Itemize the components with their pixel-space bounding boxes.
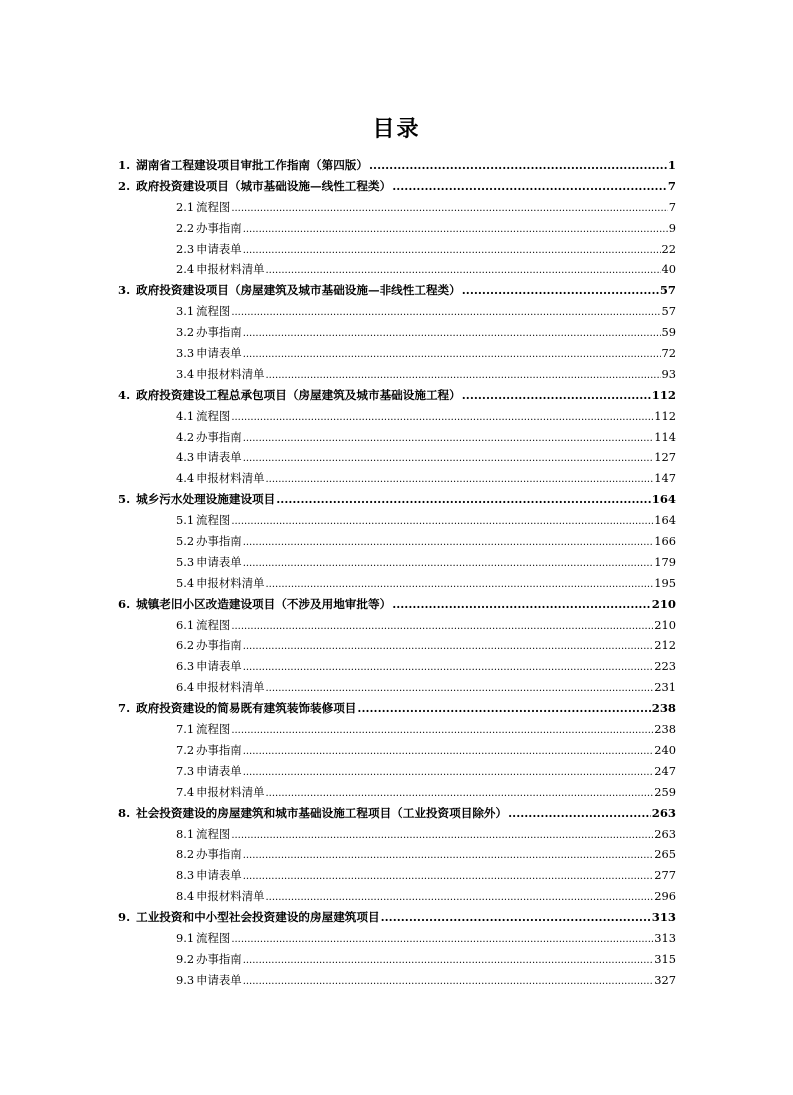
toc-entry-page-number: 57 <box>659 283 676 298</box>
toc-entry-page-number: 259 <box>654 784 676 799</box>
toc-entry-label: 政府投资建设的简易既有建筑装饰装修项目 <box>136 701 357 716</box>
toc-entry-number: 6.2 <box>176 638 195 653</box>
toc-subsection-entry[interactable] <box>118 364 676 385</box>
toc-subsection-entry[interactable] <box>118 510 676 531</box>
toc-entry-number: 3.1 <box>176 304 195 319</box>
toc-entry-label: 办事指南 <box>196 638 242 653</box>
toc-entry-page-number: 327 <box>654 972 676 987</box>
toc-entry-page-number: 313 <box>651 910 676 925</box>
toc-entry-number: 2.1 <box>176 199 195 214</box>
toc-subsection-entry[interactable] <box>118 677 676 698</box>
toc-dot-leader <box>243 844 654 867</box>
toc-entry-label: 申请表单 <box>196 241 242 256</box>
toc-entry-label: 申报材料清单 <box>196 784 265 799</box>
toc-entry-label: 申请表单 <box>196 659 242 674</box>
table-of-contents <box>118 155 676 991</box>
toc-entry-number: 4.1 <box>176 408 195 423</box>
toc-entry-page-number: 231 <box>654 680 676 695</box>
toc-entry-number: 5.3 <box>176 554 195 569</box>
toc-entry-number: 7.2 <box>176 742 195 757</box>
toc-entry-label: 办事指南 <box>196 951 242 966</box>
toc-entry-page-number: 9 <box>668 220 676 235</box>
toc-entry-number: 3.2 <box>176 325 195 340</box>
toc-entry-number: 7.1 <box>176 722 195 737</box>
toc-entry-label: 申报材料清单 <box>196 889 265 904</box>
toc-entry-page-number: 313 <box>654 930 676 945</box>
toc-section-entry[interactable] <box>118 280 676 301</box>
toc-entry-number: 6.4 <box>176 680 195 695</box>
toc-entry-page-number: 112 <box>654 408 676 423</box>
toc-dot-leader <box>369 155 667 176</box>
toc-entry-number: 5. <box>118 492 131 507</box>
toc-entry-label: 申报材料清单 <box>196 471 265 486</box>
toc-entry-number: 6.3 <box>176 659 195 674</box>
toc-dot-leader <box>243 322 661 345</box>
toc-dot-leader <box>243 740 654 763</box>
toc-entry-page-number: 114 <box>654 429 676 444</box>
toc-dot-leader <box>243 427 654 450</box>
toc-entry-page-number: 238 <box>654 722 676 737</box>
toc-entry-page-number: 265 <box>654 847 676 862</box>
toc-dot-leader <box>231 824 653 847</box>
toc-entry-label: 政府投资建设项目（城市基础设施—线性工程类） <box>136 178 392 193</box>
toc-entry-label: 办事指南 <box>196 742 242 757</box>
toc-dot-leader <box>243 865 654 888</box>
toc-entry-number: 6.1 <box>176 617 195 632</box>
toc-subsection-entry[interactable] <box>118 761 676 782</box>
toc-entry-label: 申请表单 <box>196 763 242 778</box>
toc-entry-page-number: 195 <box>654 575 676 590</box>
toc-entry-label: 流程图 <box>196 199 231 214</box>
toc-subsection-entry[interactable] <box>118 218 676 239</box>
toc-dot-leader <box>381 907 651 928</box>
toc-entry-page-number: 240 <box>654 742 676 757</box>
toc-entry-page-number: 1 <box>667 158 676 172</box>
toc-entry-label: 申请表单 <box>196 450 242 465</box>
toc-subsection-entry[interactable] <box>118 427 676 448</box>
toc-entry-page-number: 112 <box>651 387 676 402</box>
toc-entry-label: 政府投资建设工程总承包项目（房屋建筑及城市基础设施工程） <box>136 387 461 402</box>
toc-entry-label: 工业投资和中小型社会投资建设的房屋建筑项目 <box>136 910 380 925</box>
toc-entry-label: 城镇老旧小区改造建设项目（不涉及用地审批等） <box>136 596 392 611</box>
toc-entry-page-number: 127 <box>654 450 676 465</box>
toc-entry-page-number: 7 <box>667 178 676 193</box>
toc-subsection-entry[interactable] <box>118 343 676 364</box>
toc-subsection-entry[interactable] <box>118 782 676 803</box>
toc-entry-number: 3.4 <box>176 366 195 381</box>
toc-subsection-entry[interactable] <box>118 301 676 322</box>
toc-dot-leader <box>265 677 653 700</box>
toc-dot-leader <box>243 635 654 658</box>
toc-subsection-entry[interactable] <box>118 844 676 865</box>
toc-entry-page-number: 72 <box>661 346 676 361</box>
toc-subsection-entry[interactable] <box>118 928 676 949</box>
toc-entry-page-number: 315 <box>654 951 676 966</box>
toc-entry-label: 社会投资建设的房屋建筑和城市基础设施工程项目（工业投资项目除外） <box>136 805 508 820</box>
toc-entry-number: 3. <box>118 283 131 298</box>
toc-dot-leader <box>243 343 661 366</box>
toc-entry-page-number: 57 <box>661 304 676 319</box>
toc-dot-leader <box>243 531 654 554</box>
toc-subsection-entry[interactable] <box>118 719 676 740</box>
toc-entry-number: 1. <box>118 158 131 172</box>
toc-entry-label: 办事指南 <box>196 429 242 444</box>
toc-dot-leader <box>231 615 653 638</box>
toc-entry-number: 7.3 <box>176 763 195 778</box>
toc-entry-label: 办事指南 <box>196 220 242 235</box>
toc-entry-label: 流程图 <box>196 513 231 528</box>
toc-entry-page-number: 212 <box>654 638 676 653</box>
toc-entry-page-number: 296 <box>654 889 676 904</box>
toc-dot-leader <box>265 364 660 387</box>
toc-dot-leader <box>508 803 651 824</box>
toc-dot-leader <box>265 782 653 805</box>
toc-entry-page-number: 164 <box>651 492 676 507</box>
toc-entry-number: 8. <box>118 805 131 820</box>
toc-subsection-entry[interactable] <box>118 573 676 594</box>
toc-entry-label: 申请表单 <box>196 868 242 883</box>
toc-entry-number: 2.2 <box>176 220 195 235</box>
toc-subsection-entry[interactable] <box>118 406 676 427</box>
page-title: 目录 <box>372 117 421 142</box>
toc-entry-label: 申请表单 <box>196 346 242 361</box>
toc-entry-number: 5.1 <box>176 513 195 528</box>
toc-dot-leader <box>231 406 653 429</box>
toc-entry-label: 申请表单 <box>196 554 242 569</box>
toc-entry-number: 2. <box>118 178 131 193</box>
toc-subsection-entry[interactable] <box>118 970 676 991</box>
toc-entry-number: 7.4 <box>176 784 195 799</box>
toc-subsection-entry[interactable] <box>118 322 676 343</box>
toc-subsection-entry[interactable] <box>118 886 676 907</box>
toc-entry-number: 2.4 <box>176 262 195 277</box>
toc-dot-leader <box>462 385 651 406</box>
toc-dot-leader <box>462 280 659 301</box>
toc-entry-page-number: 7 <box>668 199 676 214</box>
toc-entry-page-number: 210 <box>654 617 676 632</box>
toc-entry-page-number: 247 <box>654 763 676 778</box>
toc-entry-number: 3.3 <box>176 346 195 361</box>
toc-entry-label: 政府投资建设项目（房屋建筑及城市基础设施—非线性工程类） <box>136 283 461 298</box>
toc-dot-leader <box>243 761 654 784</box>
toc-entry-label: 流程图 <box>196 826 231 841</box>
toc-section-entry[interactable] <box>118 176 676 197</box>
toc-dot-leader <box>265 468 653 491</box>
toc-entry-label: 申请表单 <box>196 972 242 987</box>
toc-entry-number: 8.2 <box>176 847 195 862</box>
toc-entry-label: 湖南省工程建设项目审批工作指南（第四版） <box>136 158 368 172</box>
toc-entry-label: 办事指南 <box>196 325 242 340</box>
toc-entry-number: 8.1 <box>176 826 195 841</box>
toc-dot-leader <box>243 552 654 575</box>
toc-subsection-entry[interactable] <box>118 740 676 761</box>
toc-dot-leader <box>243 218 668 241</box>
toc-entry-page-number: 210 <box>651 596 676 611</box>
toc-entry-label: 申报材料清单 <box>196 575 265 590</box>
toc-entry-label: 申报材料清单 <box>196 366 265 381</box>
toc-section-entry[interactable] <box>118 907 676 928</box>
toc-entry-number: 6. <box>118 596 131 611</box>
toc-dot-leader <box>231 197 667 220</box>
toc-entry-page-number: 93 <box>661 366 676 381</box>
toc-entry-page-number: 59 <box>661 325 676 340</box>
toc-dot-leader <box>243 949 654 972</box>
toc-entry-number: 5.4 <box>176 575 195 590</box>
toc-entry-number: 9.1 <box>176 930 195 945</box>
toc-section-entry[interactable] <box>118 594 676 615</box>
toc-section-entry[interactable] <box>118 698 676 719</box>
toc-entry-page-number: 223 <box>654 659 676 674</box>
toc-entry-number: 9. <box>118 910 131 925</box>
toc-entry-label: 流程图 <box>196 617 231 632</box>
toc-subsection-entry[interactable] <box>118 552 676 573</box>
toc-dot-leader <box>265 259 660 282</box>
toc-entry-number: 7. <box>118 701 131 716</box>
toc-dot-leader <box>231 301 660 324</box>
toc-subsection-entry[interactable] <box>118 615 676 636</box>
toc-dot-leader <box>243 970 654 993</box>
toc-dot-leader <box>392 594 651 615</box>
toc-subsection-entry[interactable] <box>118 865 676 886</box>
toc-dot-leader <box>231 719 653 742</box>
toc-entry-label: 申报材料清单 <box>196 262 265 277</box>
toc-subsection-entry[interactable] <box>118 259 676 280</box>
toc-dot-leader <box>243 447 654 470</box>
toc-entry-page-number: 40 <box>661 262 676 277</box>
toc-entry-label: 申报材料清单 <box>196 680 265 695</box>
toc-entry-label: 流程图 <box>196 408 231 423</box>
toc-entry-page-number: 277 <box>654 868 676 883</box>
toc-subsection-entry[interactable] <box>118 447 676 468</box>
toc-entry-number: 5.2 <box>176 534 195 549</box>
toc-dot-leader <box>276 489 651 510</box>
toc-dot-leader <box>265 573 653 596</box>
toc-entry-label: 办事指南 <box>196 847 242 862</box>
toc-entry-page-number: 166 <box>654 534 676 549</box>
toc-subsection-entry[interactable] <box>118 197 676 218</box>
toc-entry-number: 2.3 <box>176 241 195 256</box>
toc-entry-page-number: 147 <box>654 471 676 486</box>
toc-entry-page-number: 263 <box>654 826 676 841</box>
toc-entry-number: 4.2 <box>176 429 195 444</box>
toc-section-entry[interactable] <box>118 385 676 406</box>
toc-dot-leader <box>231 510 653 533</box>
toc-dot-leader <box>392 176 667 197</box>
toc-entry-label: 城乡污水处理设施建设项目 <box>136 492 276 507</box>
toc-entry-page-number: 238 <box>651 701 676 716</box>
toc-subsection-entry[interactable] <box>118 635 676 656</box>
toc-dot-leader <box>243 656 654 679</box>
toc-entry-label: 流程图 <box>196 304 231 319</box>
toc-subsection-entry[interactable] <box>118 468 676 489</box>
toc-dot-leader <box>265 886 653 909</box>
toc-entry-number: 9.3 <box>176 972 195 987</box>
toc-subsection-entry[interactable] <box>118 656 676 677</box>
toc-entry-page-number: 263 <box>651 805 676 820</box>
toc-entry-number: 4. <box>118 387 131 402</box>
toc-section-entry[interactable] <box>118 155 676 176</box>
toc-entry-label: 办事指南 <box>196 534 242 549</box>
toc-entry-label: 流程图 <box>196 930 231 945</box>
toc-section-entry[interactable] <box>118 803 676 824</box>
toc-entry-number: 4.3 <box>176 450 195 465</box>
toc-section-entry[interactable] <box>118 489 676 510</box>
toc-dot-leader <box>357 698 650 719</box>
toc-entry-page-number: 164 <box>654 513 676 528</box>
toc-subsection-entry[interactable] <box>118 531 676 552</box>
toc-entry-label: 流程图 <box>196 722 231 737</box>
toc-entry-number: 8.3 <box>176 868 195 883</box>
toc-entry-number: 8.4 <box>176 889 195 904</box>
toc-subsection-entry[interactable] <box>118 824 676 845</box>
toc-entry-page-number: 22 <box>661 241 676 256</box>
toc-subsection-entry[interactable] <box>118 239 676 260</box>
toc-entry-number: 9.2 <box>176 951 195 966</box>
toc-subsection-entry[interactable] <box>118 949 676 970</box>
toc-entry-page-number: 179 <box>654 554 676 569</box>
toc-dot-leader <box>231 928 653 951</box>
toc-dot-leader <box>243 239 661 262</box>
toc-entry-number: 4.4 <box>176 471 195 486</box>
